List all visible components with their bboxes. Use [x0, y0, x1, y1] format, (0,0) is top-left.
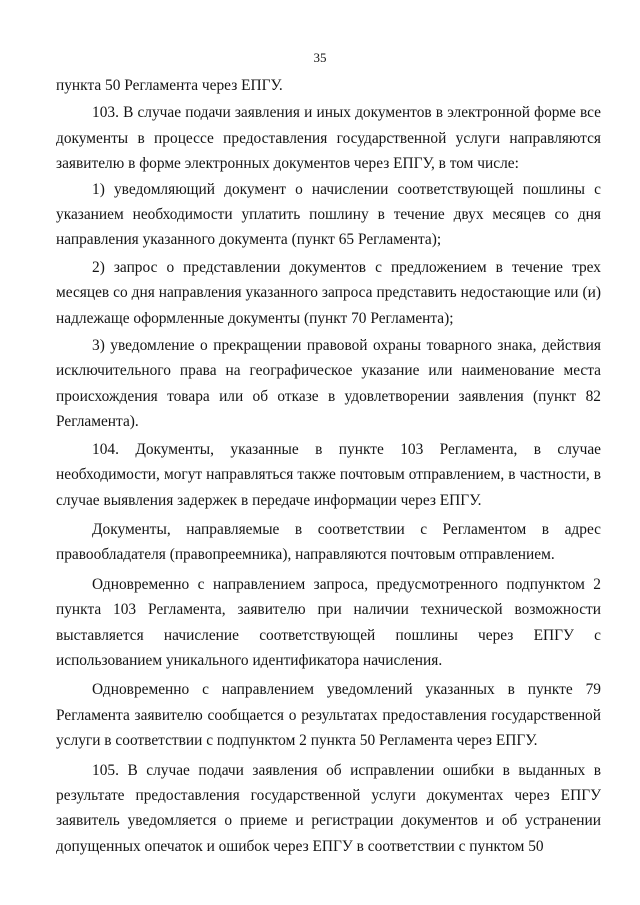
document-body [56, 73, 601, 859]
page-number: 35 [313, 50, 327, 65]
paragraph-103-item-2: 2) запрос о представлении документов с предложением в течение трех месяцев со дня направления указанного запроса представить недостающие или (и) надлежаще оформленные документы (пункт 70 Регламента); [56, 258, 601, 327]
paragraph-105: 105. В случае подачи заявления об исправлении ошибки в выданных в результате предоставления государственной услуги документах через ЕПГУ заявитель уведомляется о приеме и регистрации документов и об устранении допущенных опечаток и ошибок через ЕПГУ в соответствии с пунктом 50 [56, 761, 601, 855]
paragraph-103: 103. В случае подачи заявления и иных документов в электронной форме все документы в процессе предоставления государственной услуги направляются заявителю в форме электронных документов через ЕПГУ, в том числе: [56, 104, 601, 173]
paragraph-104: 104. Документы, указанные в пункте 103 Регламента, в случае необходимости, могут направляться также почтовым отправлением, в частности, в случае выявления задержек в передаче информации через ЕПГУ. [56, 440, 601, 509]
paragraph-continuation: пункта 50 Регламента через ЕПГУ. [56, 77, 283, 94]
paragraph-postal-documents: Документы, направляемые в соответствии с Регламентом в адрес правообладателя (правопреемника), направляются почтовым отправлением. [56, 520, 601, 564]
paragraph-103-item-3: 3) уведомление о прекращении правовой охраны товарного знака, действия исключительного права на географическое указание или наименование места происхождения товара или об отказе в удовлетворении заявления (пункт 82 Регламента). [56, 337, 601, 431]
paragraph-fee-charge: Одновременно с направлением запроса, предусмотренного подпунктом 2 пункта 103 Регламента, заявителю при наличии технической возможности выставляется начисление соответствующей пошлины через ЕПГУ с использованием уникального идентификатора начисления. [56, 575, 601, 669]
paragraph-notification-results: Одновременно с направлением уведомлений указанных в пункте 79 Регламента заявителю сообщается о результатах предоставления государственной услуги в соответствии с подпунктом 2 пункта 50 Регламента через ЕПГУ. [56, 681, 601, 750]
paragraph-103-item-1: 1) уведомляющий документ о начислении соответствующей пошлины с указанием необходимости уплатить пошлину в течение двух месяцев со дня направления указанного документа (пункт 65 Регламента); [56, 180, 601, 249]
